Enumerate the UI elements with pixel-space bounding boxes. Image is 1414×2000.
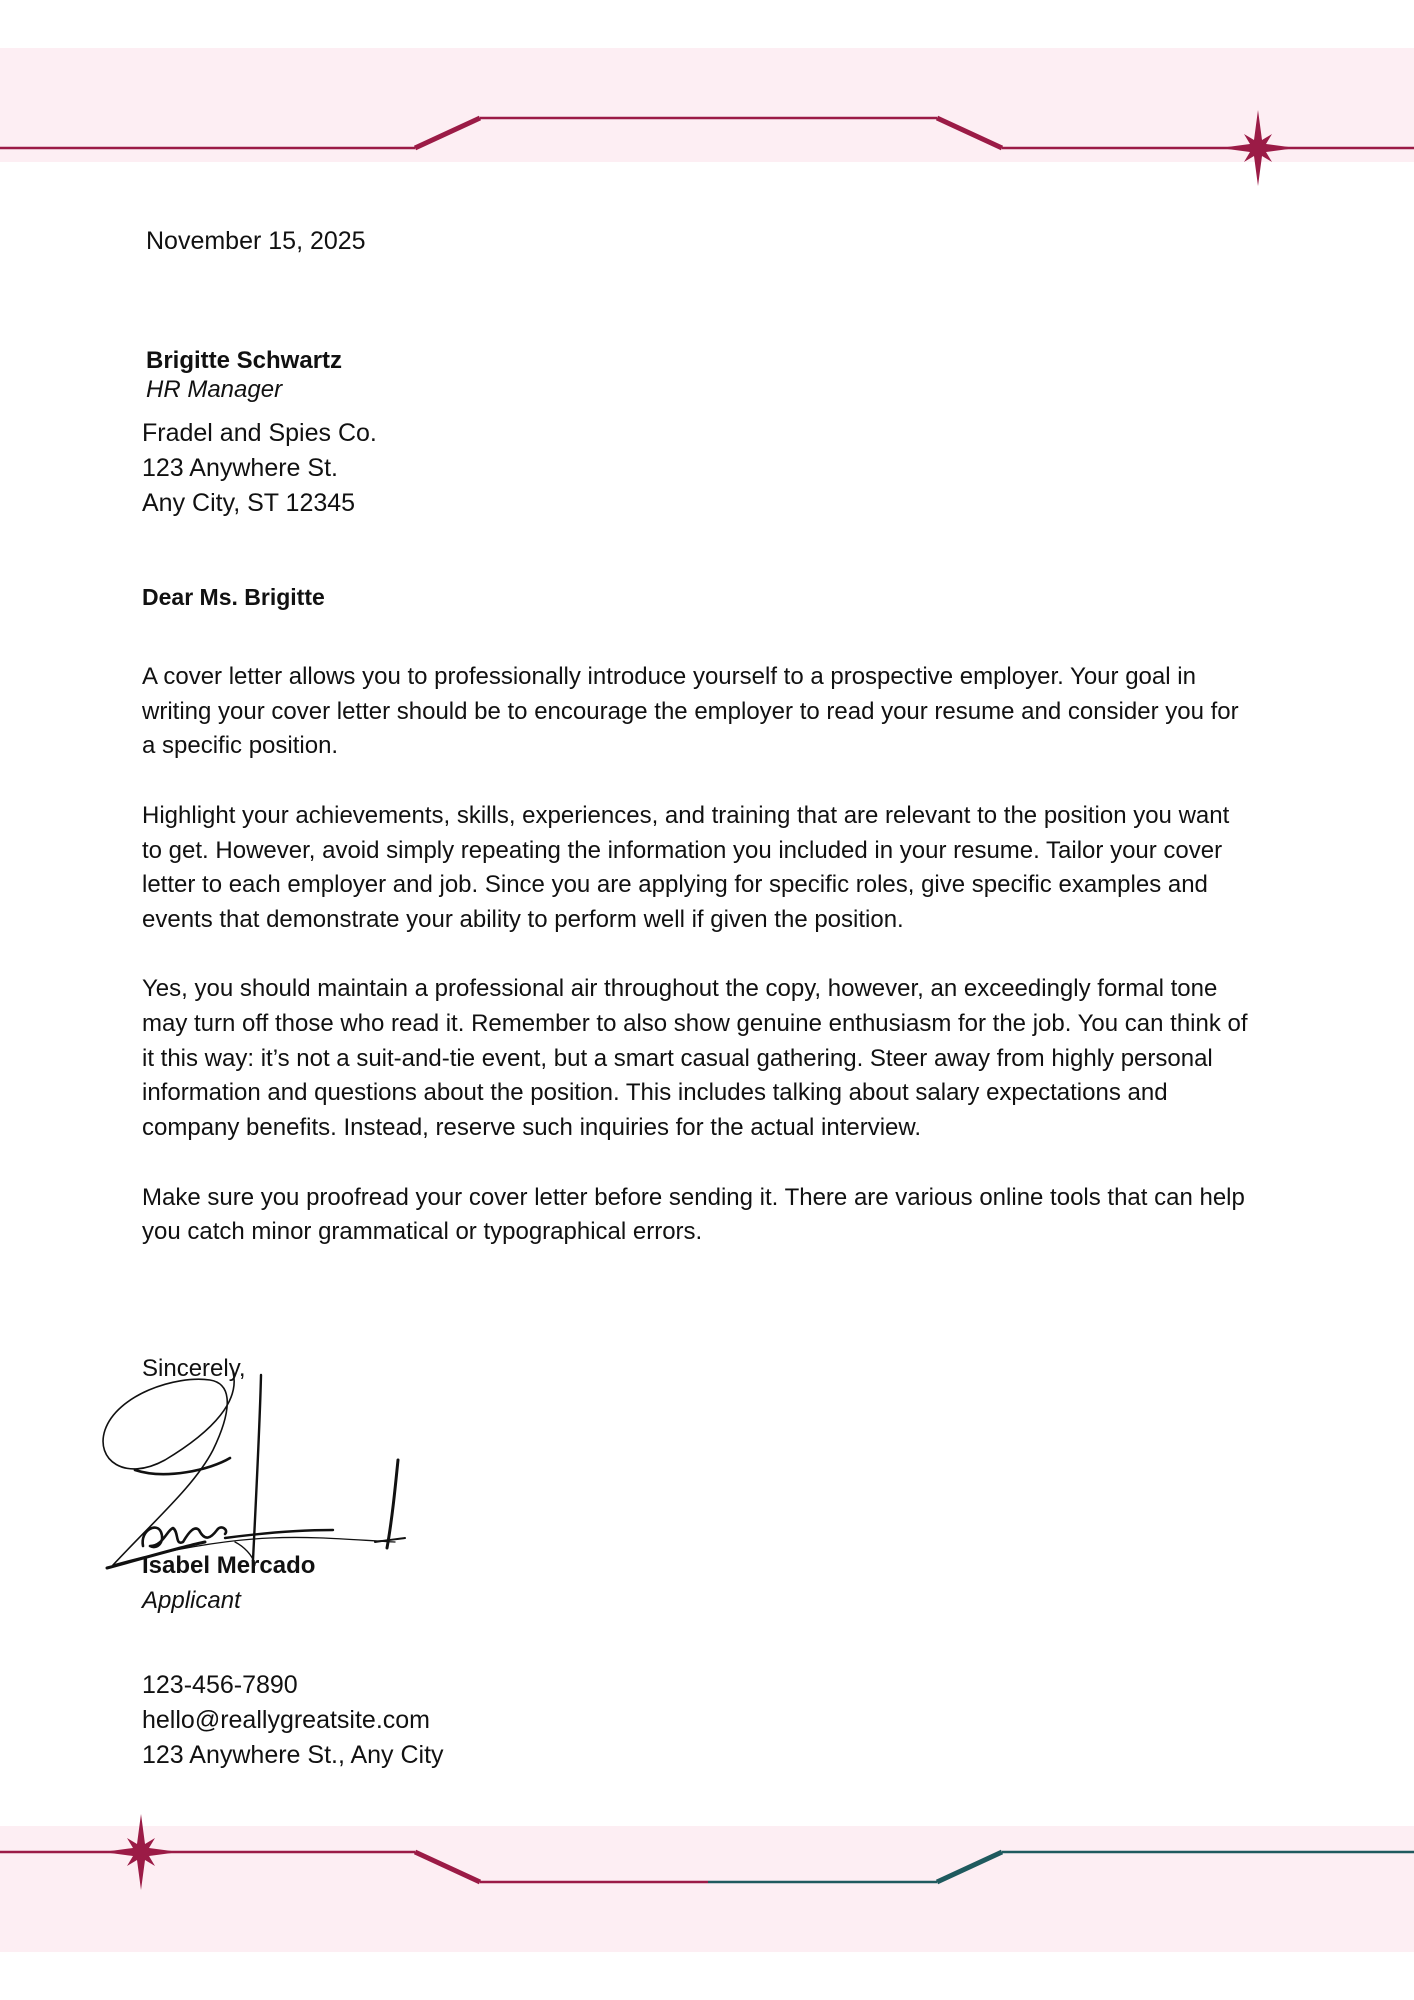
recipient-street: 123 Anywhere St.: [142, 454, 338, 482]
footer-line-slant-right: [937, 1852, 1002, 1882]
footer-line-slant-left: [415, 1852, 480, 1882]
letter-date: November 15, 2025: [146, 227, 366, 255]
recipient-title: HR Manager: [146, 376, 283, 403]
recipient-name: Brigitte Schwartz: [146, 347, 343, 374]
sender-phone: 123-456-7890: [142, 1671, 298, 1699]
sender-email[interactable]: hello@reallygreatsite.com: [142, 1706, 431, 1734]
header-decoration: [0, 48, 1414, 198]
header-line-slant-right: [937, 118, 1002, 148]
header-line-slant-left: [415, 118, 480, 148]
star-icon: [103, 1814, 179, 1890]
closing: Sincerely,: [142, 1355, 246, 1382]
sender-name: Isabel Mercado: [142, 1552, 316, 1579]
recipient-company: Fradel and Spies Co.: [142, 419, 377, 447]
star-icon: [1220, 110, 1296, 186]
sender-title: Applicant: [142, 1587, 241, 1614]
body-paragraph: A cover letter allows you to professionally introduce yourself to a prospective employer. Your goal in writing your cover letter should be to encourage the employer to read your resume and consider you for a specific position.: [142, 663, 1239, 760]
body-paragraph: Make sure you proofread your cover letter before sending it. There are various online tools that can help you catch minor grammatical or typographical errors.: [142, 1183, 1245, 1246]
letter-body: [142, 660, 1252, 1285]
recipient-address: [142, 416, 377, 521]
footer-decoration: [0, 1790, 1414, 1950]
salutation: Dear Ms. Brigitte: [142, 584, 325, 610]
body-paragraph: Yes, you should maintain a professional air throughout the copy, however, an exceedingly formal tone may turn off those who read it. Remember to also show genuine enthusiasm for the job. You can think of it this way: it’s not a suit-and-tie event, but a smart casual gathering. Steer away from highly personal information and questions about the position. This includes talking about salary expectations and company benefits. Instead, reserve such inquiries for the actual interview.: [142, 975, 1248, 1142]
recipient-city: Any City, ST 12345: [142, 489, 356, 517]
sender-contact: [142, 1668, 444, 1773]
body-paragraph: Highlight your achievements, skills, experiences, and training that are relevant to the position you want to get. However, avoid simply repeating the information you included in your resume. Tailor your cover letter to each employer and job. Since you are applying for specific roles, give specific examples and events that demonstrate your ability to perform well if given the position.: [142, 801, 1230, 933]
signature-image: [95, 1370, 425, 1570]
sender-address: 123 Anywhere St., Any City: [142, 1741, 444, 1769]
